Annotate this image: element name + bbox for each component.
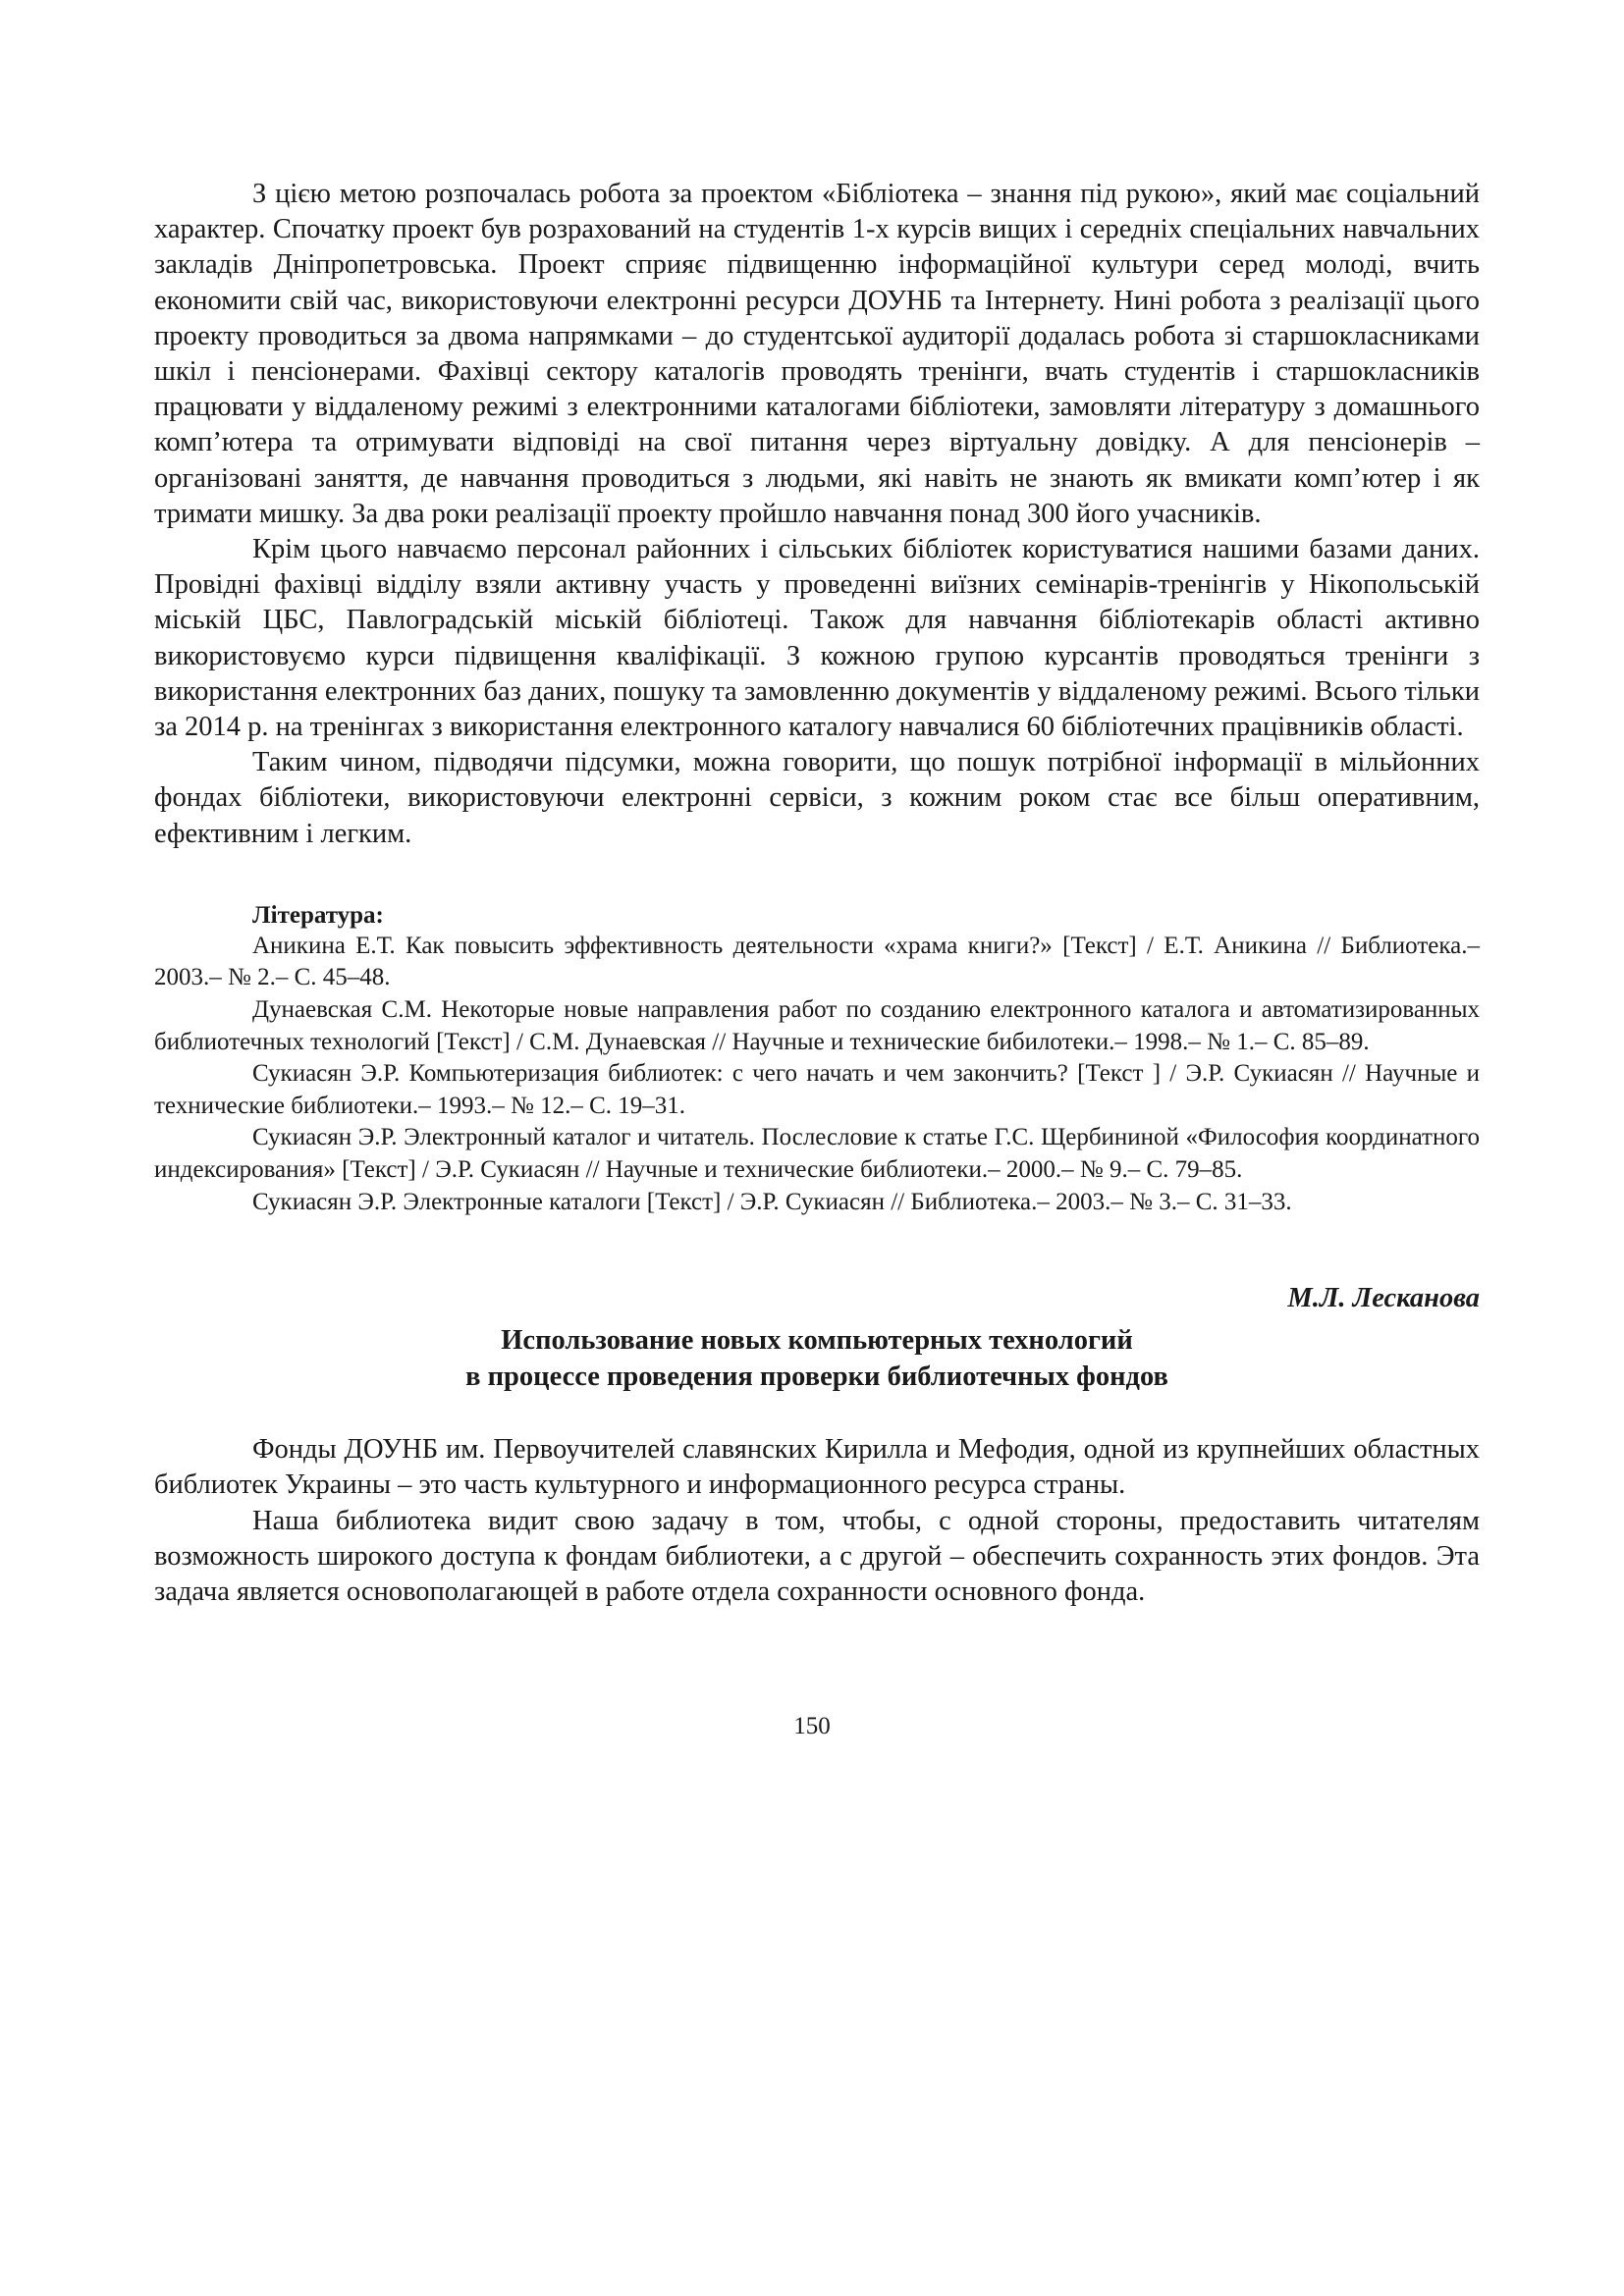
article-title xyxy=(154,1322,1480,1395)
reference-item: Сукиасян Э.Р. Электронный каталог и читатель. Послесловие к статье Г.С. Щербининой «Философия координатного индексирования» [Текст] / Э.Р. Сукиасян // Научные и технические библиотеки.– 2000.– № 9.– С. 79–85. xyxy=(154,1124,1480,1184)
references-heading: Література: xyxy=(252,901,384,929)
reference-item: Аникина Е.Т. Как повысить эффективность деятельности «храма книги?» [Текст] / Е.Т. Аникина // Библиотека.– 2003.– № 2.– С. 45–48. xyxy=(154,932,1480,991)
article-title-line-1: Использование новых компьютерных технологий xyxy=(501,1325,1133,1357)
article-title-line-2: в процессе проведения проверки библиотечных фондов xyxy=(465,1362,1168,1393)
intro-paragraph-3: Таким чином, підводячи підсумки, можна говорити, що пошук потрібної інформації в мільйонних фондах бібліотеки, використовуючи електронні сервіси, з кожним роком стає все більш оперативним, ефективним і легким. xyxy=(154,747,1480,849)
intro-paragraph-2: Крім цього навчаємо персонал районних і сільських бібліотек користуватися нашими базами даних. Провідні фахівці відділу взяли активну участь у проведенні виїзних семінарів-тренінгів у Нікопольській міській ЦБС, Павлоградській міській бібліотеці. Також для навчання бібліотекарів області активно використовуємо курси підвищення кваліфікації. З кожною групою курсантів проводяться тренінги з використання електронних баз даних, пошуку та замовленню документів у віддаленому режимі. Всього тільки за 2014 р. на тренінгах з використання електронного каталогу навчалися 60 бібліотечних працівників області. xyxy=(154,534,1480,743)
page-number: 150 xyxy=(793,1713,831,1739)
article-author: М.Л. Лесканова xyxy=(1287,1283,1480,1314)
document-page xyxy=(154,177,1480,1610)
reference-item: Сукиасян Э.Р. Электронные каталоги [Текст] / Э.Р. Сукиасян // Библиотека.– 2003.– № 3.– С. 31–33. xyxy=(252,1188,1292,1215)
article-paragraph-1: Фонды ДОУНБ им. Первоучителей славянских Кирилла и Мефодия, одной из крупнейших областных библиотек Украины – это часть культурного и информационного ресурса страны. xyxy=(154,1434,1480,1501)
reference-item: Сукиасян Э.Р. Компьютеризация библиотек: с чего начать и чем закончить? [Текст ] / Э.Р. Сукиасян // Научные и технические библиотеки.– 1993.– № 12.– С. 19–31. xyxy=(154,1060,1480,1119)
article-section xyxy=(154,1281,1480,1610)
article-paragraph-2: Наша библиотека видит свою задачу в том, чтобы, с одной стороны, предоставить читателям возможность широкого доступа к фондам библиотеки, а с другой – обеспечить сохранность этих фондов. Эта задача является основополагающей в работе отдела сохранности основного фонда. xyxy=(154,1505,1480,1608)
article-body xyxy=(154,1432,1480,1610)
reference-item: Дунаевская С.М. Некоторые новые направления работ по созданию електронного каталога и автоматизированных библиотечных технологий [Текст] / С.М. Дунаевская // Научные и технические бибилотеки.– 1998.– № 1.– С. 85–89. xyxy=(154,996,1480,1055)
intro-paragraph-1: З цією метою розпочалась робота за проектом «Бібліотека – знання під рукою», який має соціальний характер. Спочатку проект був розрахований на студентів 1-х курсів вищих і середніх спеціальних навчальних закладів Дніпропетровська. Проект сприяє підвищенню інформаційної культури серед молоді, вчить економити свій час, використовуючи електронні ресурси ДОУНБ та Інтернету. Нині робота з реалізації цього проекту проводиться за двома напрямками – до студентської аудиторії додалась робота зі старшокласниками шкіл і пенсіонерами. Фахівці сектору каталогів проводять тренінги, вчать студентів і старшокласників працювати у віддаленому режимі з електронними каталогами бібліотеки, замовляти літературу з домашнього комп’ютера та отримувати відповіді на свої питання через віртуальну довідку. А для пенсіонерів – організовані заняття, де навчання проводиться з людьми, які навіть не знають як вмикати комп’ютер і як тримати мишку. За два роки реалізації проекту пройшло навчання понад 300 його учасників. xyxy=(154,179,1480,529)
references-section xyxy=(154,901,1480,1218)
